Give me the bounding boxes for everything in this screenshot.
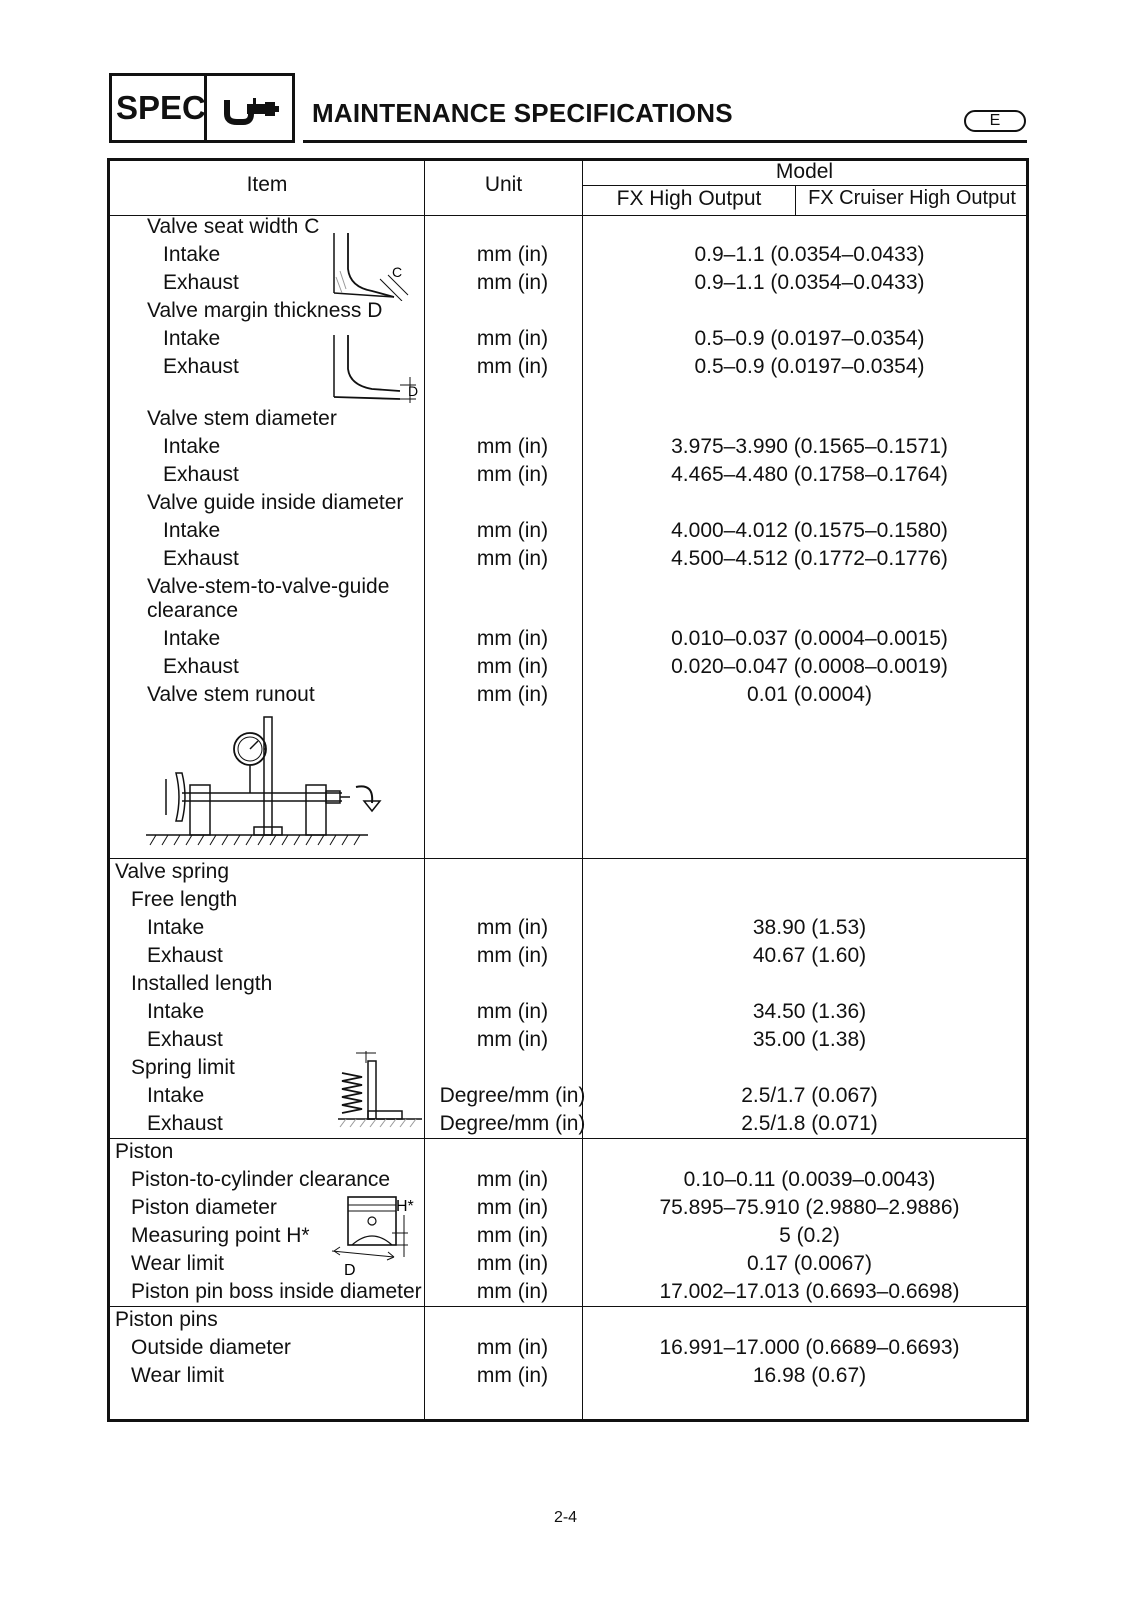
item-cell: Wear limit bbox=[131, 1252, 224, 1275]
value-cell: 16.98 (0.67) bbox=[752, 1364, 867, 1387]
model-header-divider bbox=[582, 185, 1026, 186]
table-row bbox=[110, 1082, 1026, 1110]
unit-cell: mm (in) bbox=[476, 655, 549, 678]
unit-cell: mm (in) bbox=[476, 1028, 549, 1051]
table-row bbox=[110, 269, 1026, 297]
unit-cell: mm (in) bbox=[476, 1336, 549, 1359]
unit-cell: mm (in) bbox=[476, 916, 549, 939]
unit-cell: mm (in) bbox=[476, 243, 549, 266]
table-row bbox=[110, 433, 1026, 461]
unit-cell: mm (in) bbox=[476, 355, 549, 378]
item-cell: Wear limit bbox=[131, 1364, 224, 1387]
item-cell: Intake bbox=[147, 916, 205, 939]
table-row bbox=[110, 1166, 1026, 1194]
table-row bbox=[110, 545, 1026, 573]
table-row bbox=[110, 1054, 1026, 1082]
piston-height-label: H* bbox=[396, 1198, 414, 1215]
table-row bbox=[110, 1278, 1026, 1306]
table-row bbox=[110, 597, 1026, 625]
table-row bbox=[110, 461, 1026, 489]
table-row bbox=[110, 942, 1026, 970]
table-row bbox=[110, 1362, 1026, 1390]
item-cell: Valve stem diameter bbox=[147, 407, 337, 430]
table-row bbox=[110, 914, 1026, 942]
item-cell: Intake bbox=[163, 519, 221, 542]
table-row bbox=[110, 1334, 1026, 1362]
table-row bbox=[110, 970, 1026, 998]
value-cell: 2.5/1.8 (0.071) bbox=[741, 1112, 878, 1135]
item-cell: Outside diameter bbox=[131, 1336, 291, 1359]
value-cell: 0.5–0.9 (0.0197–0.0354) bbox=[694, 355, 925, 378]
unit-cell: mm (in) bbox=[476, 547, 549, 570]
unit-cell: mm (in) bbox=[476, 683, 549, 706]
unit-cell: mm (in) bbox=[476, 1224, 549, 1247]
unit-cell: mm (in) bbox=[476, 1364, 549, 1387]
item-cell: Exhaust bbox=[147, 1112, 223, 1135]
item-cell: Piston bbox=[115, 1140, 174, 1163]
unit-cell: mm (in) bbox=[476, 1168, 549, 1191]
header-item: Item bbox=[246, 173, 288, 196]
item-cell: Piston pins bbox=[115, 1308, 218, 1331]
item-cell: Exhaust bbox=[147, 944, 223, 967]
maintenance-spec-table bbox=[107, 158, 1029, 1422]
item-cell: Valve guide inside diameter bbox=[147, 491, 404, 514]
unit-cell: mm (in) bbox=[476, 463, 549, 486]
table-row bbox=[110, 213, 1026, 241]
unit-cell: mm (in) bbox=[476, 1000, 549, 1023]
unit-cell: mm (in) bbox=[476, 519, 549, 542]
value-cell: 75.895–75.910 (2.9880–2.9886) bbox=[659, 1196, 960, 1219]
title-rule bbox=[303, 140, 1027, 143]
value-cell: 0.17 (0.0067) bbox=[747, 1252, 872, 1275]
unit-cell: Degree/mm (in) bbox=[439, 1112, 586, 1135]
value-cell: 16.991–17.000 (0.6689–0.6693) bbox=[659, 1336, 960, 1359]
item-cell: Free length bbox=[131, 888, 238, 911]
table-row bbox=[110, 998, 1026, 1026]
table-row bbox=[110, 1306, 1026, 1334]
language-badge: E bbox=[964, 110, 1026, 132]
header-model-fx-high-output: FX High Output bbox=[616, 187, 762, 210]
unit-cell: mm (in) bbox=[476, 627, 549, 650]
table-row bbox=[110, 297, 1026, 325]
table-row bbox=[110, 681, 1026, 709]
valve-margin-figure bbox=[332, 333, 422, 403]
table-row bbox=[110, 489, 1026, 517]
spec-section-box bbox=[109, 73, 295, 143]
value-cell: 0.020–0.047 (0.0008–0.0019) bbox=[671, 655, 948, 678]
value-cell: 0.010–0.037 (0.0004–0.0015) bbox=[671, 627, 948, 650]
table-row bbox=[110, 653, 1026, 681]
item-cell: Intake bbox=[163, 627, 221, 650]
valve-seat-width-figure bbox=[332, 231, 412, 301]
piston-measuring-figure bbox=[328, 1191, 428, 1277]
unit-cell: mm (in) bbox=[476, 435, 549, 458]
item-cell: Valve spring bbox=[115, 860, 230, 883]
header-model-fx-cruiser-high-output: FX Cruiser High Output bbox=[808, 187, 1016, 209]
unit-cell: mm (in) bbox=[476, 271, 549, 294]
table-row bbox=[110, 1194, 1026, 1222]
unit-cell: Degree/mm (in) bbox=[439, 1084, 586, 1107]
table-row bbox=[110, 1110, 1026, 1138]
value-cell: 0.01 (0.0004) bbox=[747, 683, 872, 706]
table-row bbox=[110, 353, 1026, 381]
item-cell: Intake bbox=[147, 1000, 205, 1023]
table-row bbox=[110, 325, 1026, 353]
value-cell: 5 (0.2) bbox=[779, 1224, 840, 1247]
value-cell: 0.9–1.1 (0.0354–0.0433) bbox=[694, 243, 925, 266]
table-row bbox=[110, 405, 1026, 433]
item-cell: Valve margin thickness D bbox=[147, 299, 383, 322]
value-cell: 4.500–4.512 (0.1772–0.1776) bbox=[671, 547, 948, 570]
item-cell: Installed length bbox=[131, 972, 273, 995]
item-cell: Valve-stem-to-valve-guide bbox=[147, 575, 390, 598]
header-model: Model bbox=[775, 160, 834, 183]
item-cell: Piston diameter bbox=[131, 1196, 277, 1219]
value-cell: 38.90 (1.53) bbox=[752, 916, 867, 939]
piston-diameter-label: D bbox=[344, 1262, 356, 1277]
item-cell: Spring limit bbox=[131, 1056, 235, 1079]
item-cell: Intake bbox=[163, 435, 221, 458]
table-row bbox=[110, 517, 1026, 545]
table-row bbox=[110, 1138, 1026, 1166]
item-cell: Intake bbox=[147, 1084, 205, 1107]
table-row bbox=[110, 1222, 1026, 1250]
item-cell: Piston-to-cylinder clearance bbox=[131, 1168, 391, 1191]
page-title: MAINTENANCE SPECIFICATIONS bbox=[312, 98, 733, 128]
item-cell: Measuring point H* bbox=[131, 1224, 310, 1247]
margin-label: D bbox=[408, 383, 419, 399]
value-cell: 0.5–0.9 (0.0197–0.0354) bbox=[694, 327, 925, 350]
table-row bbox=[110, 625, 1026, 653]
item-cell: Exhaust bbox=[163, 655, 239, 678]
unit-cell: mm (in) bbox=[476, 1196, 549, 1219]
item-cell: Valve seat width C bbox=[147, 215, 320, 238]
item-cell: Exhaust bbox=[147, 1028, 223, 1051]
value-cell: 40.67 (1.60) bbox=[752, 944, 867, 967]
unit-cell: mm (in) bbox=[476, 944, 549, 967]
unit-cell: mm (in) bbox=[476, 327, 549, 350]
value-cell: 3.975–3.990 (0.1565–0.1571) bbox=[671, 435, 948, 458]
item-cell: Intake bbox=[163, 243, 221, 266]
spec-label: SPEC bbox=[112, 76, 207, 140]
item-cell: Exhaust bbox=[163, 355, 239, 378]
item-cell: Intake bbox=[163, 327, 221, 350]
value-cell: 4.000–4.012 (0.1575–0.1580) bbox=[671, 519, 948, 542]
value-cell: 17.002–17.013 (0.6693–0.6698) bbox=[659, 1280, 960, 1303]
unit-cell: mm (in) bbox=[476, 1280, 549, 1303]
value-cell: 2.5/1.7 (0.067) bbox=[741, 1084, 878, 1107]
seat-width-label: C bbox=[392, 264, 403, 280]
valve-runout-figure bbox=[146, 713, 406, 853]
micrometer-icon bbox=[207, 76, 292, 140]
table-row bbox=[110, 241, 1026, 269]
unit-cell: mm (in) bbox=[476, 1252, 549, 1275]
value-cell: 0.10–0.11 (0.0039–0.0043) bbox=[683, 1168, 936, 1191]
value-cell: 35.00 (1.38) bbox=[752, 1028, 867, 1051]
item-cell: Exhaust bbox=[163, 547, 239, 570]
item-cell: clearance bbox=[147, 599, 239, 622]
table-row bbox=[110, 1026, 1026, 1054]
spring-limit-figure bbox=[338, 1051, 424, 1139]
table-row bbox=[110, 858, 1026, 886]
table-row bbox=[110, 886, 1026, 914]
value-cell: 0.9–1.1 (0.0354–0.0433) bbox=[694, 271, 925, 294]
page-number: 2-4 bbox=[553, 1509, 578, 1526]
item-cell: Piston pin boss inside diameter bbox=[131, 1280, 422, 1303]
header-unit: Unit bbox=[484, 173, 523, 196]
item-cell: Valve stem runout bbox=[147, 683, 315, 706]
table-row bbox=[110, 1250, 1026, 1278]
value-cell: 34.50 (1.36) bbox=[752, 1000, 867, 1023]
item-cell: Exhaust bbox=[163, 271, 239, 294]
value-cell: 4.465–4.480 (0.1758–0.1764) bbox=[671, 463, 948, 486]
item-cell: Exhaust bbox=[163, 463, 239, 486]
